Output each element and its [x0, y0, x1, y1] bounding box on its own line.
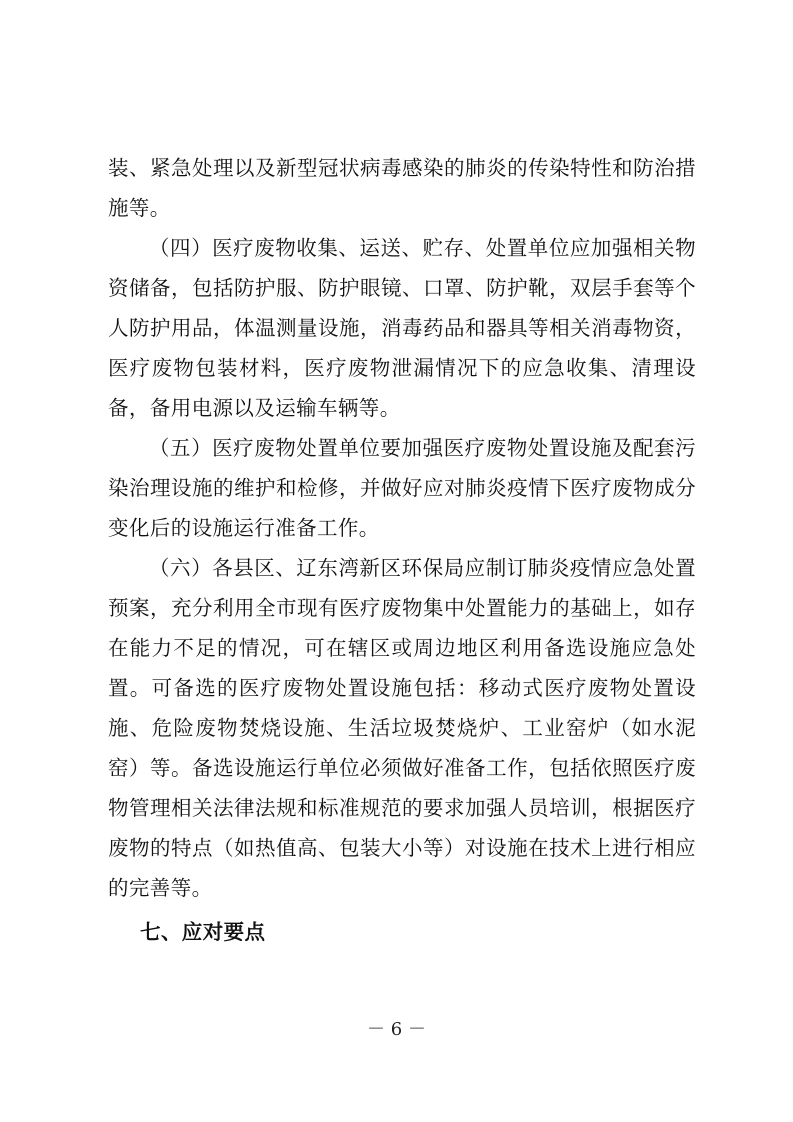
paragraph-continuation: 装、紧急处理以及新型冠状病毒感染的肺炎的传染特性和防治措施等。	[108, 156, 696, 220]
page-number: － 6 －	[367, 1019, 426, 1040]
document-body	[108, 148, 696, 952]
section-heading: 七、应对要点	[140, 920, 266, 944]
paragraph-item-5: （五）医疗废物处置单位要加强医疗废物处置设施及配套污染治理设施的维护和检修，并做好应对肺炎疫情下医疗废物成分变化后的设施运行准备工作。	[108, 436, 696, 540]
paragraph-item-4: （四）医疗废物收集、运送、贮存、处置单位应加强相关物资储备，包括防护服、防护眼镜、口罩、防护靴，双层手套等个人防护用品，体温测量设施，消毒药品和器具等相关消毒物资，医疗废物包装材料，医疗废物泄漏情况下的应急收集、清理设备，备用电源以及运输车辆等。	[108, 236, 696, 420]
paragraph-item-6: （六）各县区、辽东湾新区环保局应制订肺炎疫情应急处置预案，充分利用全市现有医疗废物集中处置能力的基础上，如存在能力不足的情况，可在辖区或周边地区利用备选设施应急处置。可备选的医疗废物处置设施包括：移动式医疗废物处置设施、危险废物焚烧设施、生活垃圾焚烧炉、工业窑炉（如水泥窑）等。备选设施运行单位必须做好准备工作，包括依照医疗废物管理相关法律法规和标准规范的要求加强人员培训，根据医疗废物的特点（如热值高、包装大小等）对设施在技术上进行相应的完善等。	[108, 556, 696, 900]
